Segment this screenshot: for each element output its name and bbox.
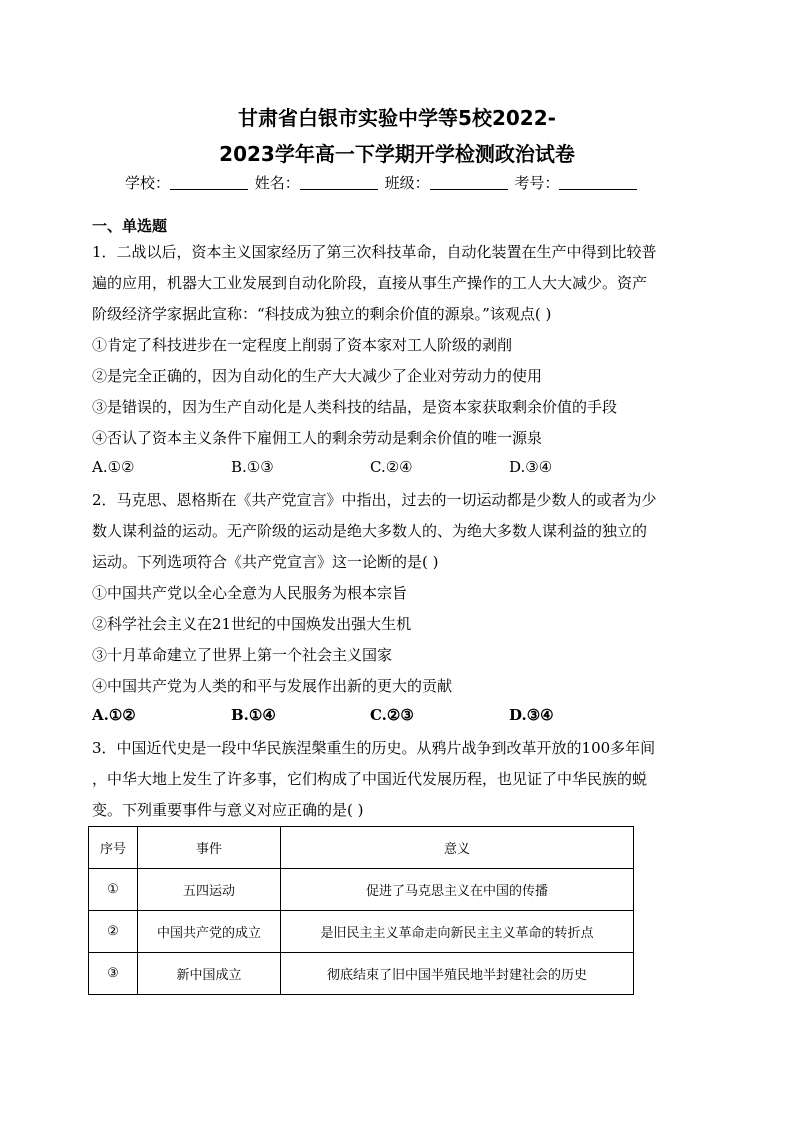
q2-statement-3: ③十月革命建立了世界上第一个社会主义国家 — [92, 646, 393, 664]
exam-title-line1: 甘肃省白银市实验中学等5校2022- — [238, 106, 556, 130]
q3-line2: ，中华大地上发生了许多事，它们构成了中国近代发展历程，也见证了中华民族的蜕 — [92, 770, 648, 788]
row2-number: ② — [89, 911, 138, 953]
q2-statement-4: ④中国共产党为人类的和平与发展作出新的更大的贡献 — [92, 677, 453, 695]
q2-statement-1: ①中国共产党以全心全意为人民服务为根本宗旨 — [92, 584, 408, 602]
q2-line1: 2．马克思、恩格斯在《共产党宣言》中指出，过去的一切运动都是少数人的或者为少 — [92, 491, 657, 509]
q1-options — [92, 458, 648, 476]
school-label: 学校： — [125, 174, 171, 192]
exam-number-blank[interactable] — [559, 175, 637, 190]
events-table — [88, 826, 634, 995]
exam-number-label: 考号： — [514, 174, 560, 192]
q2-line2: 数人谋利益的运动。无产阶级的运动是绝大多数人的、为绝大多数人谋利益的独立的 — [92, 522, 648, 540]
row2-significance: 是旧民主主义革命走向新民主主义革命的转折点 — [281, 911, 634, 953]
row3-number: ③ — [89, 953, 138, 995]
q1-option-d[interactable]: D.③④ — [509, 458, 553, 476]
section-title: 一、单选题 — [92, 217, 168, 235]
q2-option-d[interactable]: D.③④ — [509, 706, 554, 724]
q1-line3: 阶级经济学家据此宣称：“科技成为独立的剩余价值的源泉。”该观点( ) — [92, 305, 552, 323]
q2-line3: 运动。下列选项符合《共产党宣言》这一论断的是( ) — [92, 553, 439, 571]
exam-title-line2: 2023学年高一下学期开学检测政治试卷 — [219, 142, 575, 166]
school-blank[interactable] — [170, 175, 248, 190]
q2-option-b[interactable]: B.①④ — [231, 706, 276, 724]
q3-line3: 变。下列重要事件与意义对应正确的是( ) — [92, 801, 364, 819]
row1-number: ① — [89, 869, 138, 911]
table-row — [89, 869, 634, 911]
header-event: 事件 — [138, 827, 281, 869]
student-info-row — [125, 172, 639, 193]
row3-event: 新中国成立 — [138, 953, 281, 995]
row3-significance: 彻底结束了旧中国半殖民地半封建社会的历史 — [281, 953, 634, 995]
q3-line1: 3．中国近代史是一段中华民族涅槃重生的历史。从鸦片战争到改革开放的100多年间 — [92, 739, 656, 757]
table-header-row — [89, 827, 634, 869]
name-blank[interactable] — [300, 175, 378, 190]
q1-statement-3: ③是错误的，因为生产自动化是人类科技的结晶，是资本家获取剩余价值的手段 — [92, 398, 618, 416]
table-row — [89, 953, 634, 995]
header-significance: 意义 — [281, 827, 634, 869]
row1-event: 五四运动 — [138, 869, 281, 911]
q1-option-c[interactable]: C.②④ — [370, 458, 413, 476]
q1-line1: 1．二战以后，资本主义国家经历了第三次科技革命，自动化装置在生产中得到比较普 — [92, 243, 657, 261]
header-number: 序号 — [89, 827, 138, 869]
name-label: 姓名： — [254, 174, 300, 192]
q1-line2: 遍的应用，机器大工业发展到自动化阶段，直接从事生产操作的工人大大减少。资产 — [92, 274, 648, 292]
q2-option-c[interactable]: C.②③ — [370, 706, 414, 724]
class-blank[interactable] — [430, 175, 508, 190]
q1-option-a[interactable]: A.①② — [92, 458, 135, 476]
q1-statement-2: ②是完全正确的，因为自动化的生产大大减少了企业对劳动力的使用 — [92, 367, 543, 385]
q2-options — [92, 706, 648, 724]
q1-statement-4: ④否认了资本主义条件下雇佣工人的剩余劳动是剩余价值的唯一源泉 — [92, 429, 543, 447]
class-label: 班级： — [384, 174, 430, 192]
row1-significance: 促进了马克思主义在中国的传播 — [281, 869, 634, 911]
q2-option-a[interactable]: A.①② — [92, 706, 136, 724]
q2-statement-2: ②科学社会主义在21世纪的中国焕发出强大生机 — [92, 615, 412, 633]
q1-statement-1: ①肯定了科技进步在一定程度上削弱了资本家对工人阶级的剥削 — [92, 336, 513, 354]
q1-option-b[interactable]: B.①③ — [231, 458, 274, 476]
row2-event: 中国共产党的成立 — [138, 911, 281, 953]
table-row — [89, 911, 634, 953]
